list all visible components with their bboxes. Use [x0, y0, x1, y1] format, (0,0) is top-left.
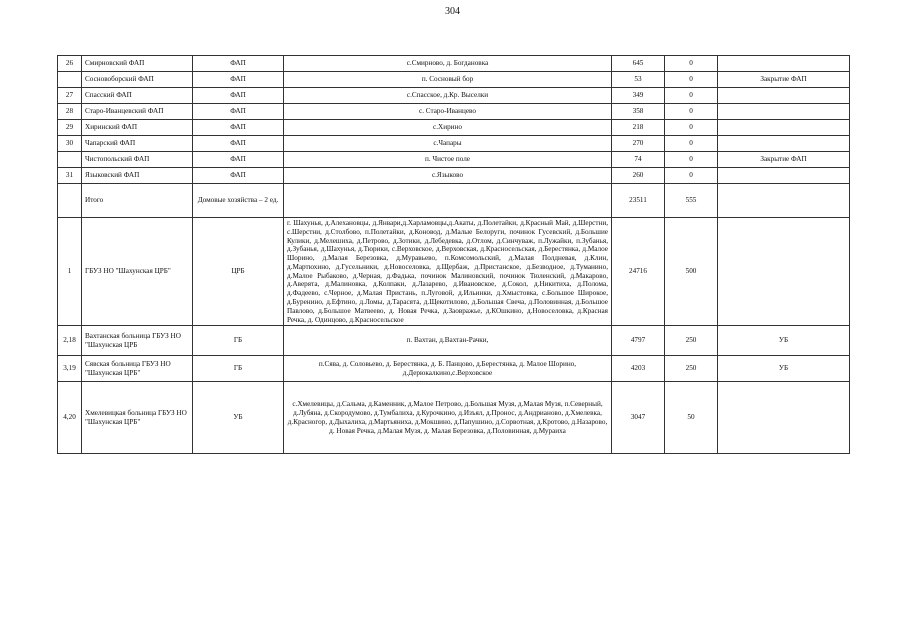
note: УБ: [718, 356, 850, 382]
note: Закрытие ФАП: [718, 72, 850, 88]
population: 358: [612, 104, 665, 120]
population: 349: [612, 88, 665, 104]
table-row: [58, 104, 850, 120]
table-row: [58, 356, 850, 382]
facility-type: ФАП: [193, 56, 284, 72]
facility-type: ФАП: [193, 104, 284, 120]
table-row: [58, 120, 850, 136]
row-number: 28: [58, 104, 82, 120]
facility-name: Итого: [82, 184, 193, 218]
row-number: 3,19: [58, 356, 82, 382]
facility-type: ФАП: [193, 72, 284, 88]
facility-name: Спасский ФАП: [82, 88, 193, 104]
beds: 0: [665, 136, 718, 152]
facility-name: Вахтанская больница ГБУЗ НО "Шахунская ЦРБ: [82, 326, 193, 356]
population: 260: [612, 168, 665, 184]
facility-name: Чапарский ФАП: [82, 136, 193, 152]
table-row-total: [58, 184, 850, 218]
row-number: 4,20: [58, 382, 82, 454]
settlements: г. Шахунья, д.Алехановцы, д.Январи,д.Харламовцы,д.Акаты, д.Полетайки, д.Красный Май, д.Шерстни, с.Шерстни, д.Столбово, п.Полетайки, д.Коновод, д.Малые Белоруги, починок Гусевский, д.Большие Кулики, д.Мелешиха, д.Петрово, д.Зотики, д.Лебедевка, д.Отлом, д.Синчуваж, п.Лужайки, п.Зубанья, д.Зубанья, д.Шахунья, д.Тюрики, с.Верховское, д.Верховская, д.Красносельская, д.Берестянка, д.Малое Шорино, д.Малая Березовка, д.Муравьево, п.Комсомольский, д.Малая Полдневая, д.Клин, д.Мартюхино, д.Гусельники, д.Новоселовка, д.Щербаж, д.Пристанское, д.Безводное, д.Туманино, д.Малое Рыбаково, д.Черная, д.Фадька, починок Малиновский, починок Тюленский, д.Макарово, д.Аверята, д.Малиновка, д.Колпаки, д.Лазарево, д.Ивановское, д.Сокол, д.Никитиха, д.Полома, д.Фадеево, с.Черное, д.Малая Пристань, п.Луговой, д.Ильинки, д.Хмыстовка, с.Большое Широкое, д.Буренино, д.Ефтино, д.Ломы, д.Тарасята, д.Щекотилово, д.Большая Свеча, д.Половинная, д.Большое Павлово, д.Большое Матвеево, д. Новая Речка, д.Заовражье, д.КОшкино, д.Новоселовка, д.Красная Речка, д. Одинцово, д.Красносельское: [284, 218, 612, 326]
row-number: 27: [58, 88, 82, 104]
note: [718, 56, 850, 72]
facility-name: Чистопольский ФАП: [82, 152, 193, 168]
settlements: п. Чистое поле: [284, 152, 612, 168]
settlements: с.Чапары: [284, 136, 612, 152]
facility-name: Смирновский ФАП: [82, 56, 193, 72]
table-row: [58, 56, 850, 72]
population: 218: [612, 120, 665, 136]
beds: 0: [665, 168, 718, 184]
page-number: 304: [445, 6, 460, 17]
settlements: с.Смирново, д. Богдановка: [284, 56, 612, 72]
population: 74: [612, 152, 665, 168]
note: [718, 104, 850, 120]
note: [718, 184, 850, 218]
beds: 0: [665, 88, 718, 104]
row-number: 1: [58, 218, 82, 326]
note: [718, 382, 850, 454]
row-number: 30: [58, 136, 82, 152]
settlements: п. Вахтан, д.Вахтан-Рачки,: [284, 326, 612, 356]
facility-type: УБ: [193, 382, 284, 454]
facility-type: ФАП: [193, 136, 284, 152]
settlements: [284, 184, 612, 218]
facilities-table: [57, 55, 850, 454]
row-number: 29: [58, 120, 82, 136]
settlements: с.Языково: [284, 168, 612, 184]
facility-name: Хмелевицкая больница ГБУЗ НО "Шахунская ЦРБ": [82, 382, 193, 454]
table-row: [58, 218, 850, 326]
note: [718, 120, 850, 136]
table-row: [58, 88, 850, 104]
table-row: [58, 168, 850, 184]
row-number: [58, 152, 82, 168]
settlements: с. Старо-Иванцево: [284, 104, 612, 120]
note: [718, 218, 850, 326]
facility-type: ГБ: [193, 326, 284, 356]
row-number: 2,18: [58, 326, 82, 356]
beds: 500: [665, 218, 718, 326]
note: Закрытие ФАП: [718, 152, 850, 168]
row-number: [58, 72, 82, 88]
table-row: [58, 152, 850, 168]
facility-type: ФАП: [193, 88, 284, 104]
note: [718, 136, 850, 152]
table-row: [58, 72, 850, 88]
note: [718, 88, 850, 104]
population: 24716: [612, 218, 665, 326]
facility-name: ГБУЗ НО "Шахунская ЦРБ": [82, 218, 193, 326]
population: 645: [612, 56, 665, 72]
facility-type: Домовые хозяйства – 2 ед.: [193, 184, 284, 218]
population: 4797: [612, 326, 665, 356]
beds: 555: [665, 184, 718, 218]
beds: 0: [665, 56, 718, 72]
row-number: 31: [58, 168, 82, 184]
facility-type: ФАП: [193, 120, 284, 136]
settlements: п.Сява, д. Соловьево, д. Берестянка, д. Б. Панцово, д.Берестянка, д. Малое Шорино, д.Дерюкалкино,с.Верховское: [284, 356, 612, 382]
row-number: [58, 184, 82, 218]
population: 23511: [612, 184, 665, 218]
settlements: с.Хмелевицы, д.Сальма, д.Каменник, д.Малое Петрово, д.Большая Музя, д.Малая Музя, п.Северный, д.Лубяна, д.Скородумово, д.Тумбалиха, д.Курочкино, д.Изъял, д.Пронос, д.Андрианово, д.Хмелевка, д.Красногор, д.Дыхалиха, д.Мартьяниха, д.Мокшино, д.Папушино, д.Сорвотная, д.Кротово, д.Назарово, д. Новая Речка, д.Малая Музя, д. Малая Березовка, д.Половинная, д.Мураиха: [284, 382, 612, 454]
beds: 0: [665, 104, 718, 120]
beds: 250: [665, 356, 718, 382]
facility-type: ЦРБ: [193, 218, 284, 326]
facility-name: Сявская больница ГБУЗ НО "Шахунская ЦРБ": [82, 356, 193, 382]
facility-name: Языковский ФАП: [82, 168, 193, 184]
beds: 0: [665, 120, 718, 136]
beds: 0: [665, 72, 718, 88]
settlements: п. Сосновый бор: [284, 72, 612, 88]
beds: 0: [665, 152, 718, 168]
population: 4203: [612, 356, 665, 382]
note: [718, 168, 850, 184]
facility-name: Хиринский ФАП: [82, 120, 193, 136]
beds: 250: [665, 326, 718, 356]
settlements: с.Спасское, д.Кр. Выселки: [284, 88, 612, 104]
table-row: [58, 382, 850, 454]
note: УБ: [718, 326, 850, 356]
facility-name: Сосновоборский ФАП: [82, 72, 193, 88]
table-row: [58, 326, 850, 356]
beds: 50: [665, 382, 718, 454]
table-row: [58, 136, 850, 152]
facility-type: ФАП: [193, 168, 284, 184]
row-number: 26: [58, 56, 82, 72]
population: 3047: [612, 382, 665, 454]
facility-name: Старо-Иванцевский ФАП: [82, 104, 193, 120]
facility-type: ФАП: [193, 152, 284, 168]
population: 270: [612, 136, 665, 152]
population: 53: [612, 72, 665, 88]
facility-type: ГБ: [193, 356, 284, 382]
settlements: с.Хирино: [284, 120, 612, 136]
